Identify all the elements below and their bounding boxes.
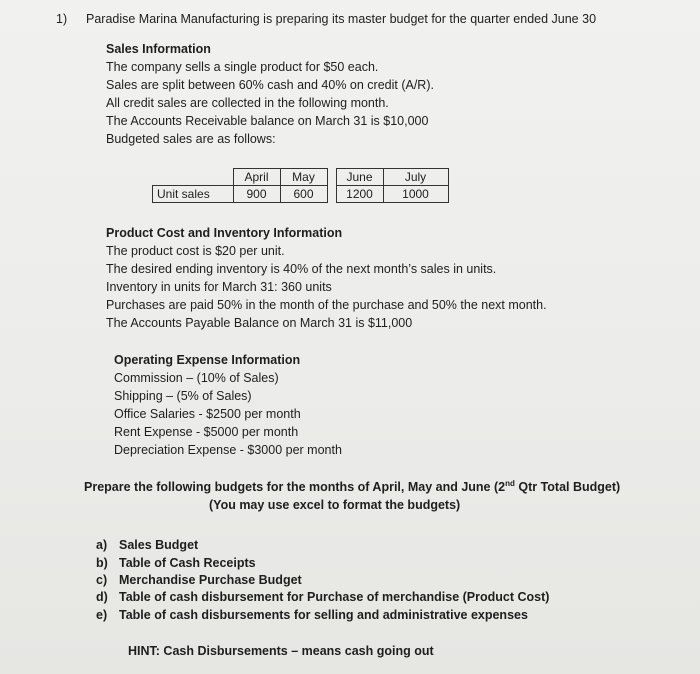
operating-info-line: Rent Expense - $5000 per month: [114, 425, 299, 439]
sales-info-line: The company sells a single product for $50 each.: [106, 60, 379, 74]
operating-info-line: Commission – (10% of Sales): [114, 371, 279, 385]
list-item: Table of cash disbursements for selling and administrative expenses: [119, 608, 528, 622]
product-info-line: The desired ending inventory is 40% of the next month’s sales in units.: [106, 262, 497, 276]
product-info-line: Inventory in units for March 31: 360 units: [106, 280, 332, 294]
unit-sales-may: 600: [280, 186, 327, 203]
unit-sales-april: 900: [233, 186, 280, 203]
list-item-letter: c): [96, 573, 108, 587]
month-april: April: [233, 169, 280, 186]
list-item: Table of cash disbursement for Purchase of merchandise (Product Cost): [119, 590, 550, 604]
operating-info-line: Depreciation Expense - $3000 per month: [114, 443, 342, 457]
prepare-text-superscript: nd: [505, 478, 515, 488]
operating-info-line: Office Salaries - $2500 per month: [114, 407, 301, 421]
row-label-unit-sales: Unit sales: [153, 186, 234, 203]
sales-info-line: The Accounts Receivable balance on March 31 is $10,000: [106, 114, 429, 128]
product-info-line: Purchases are paid 50% in the month of the purchase and 50% the next month.: [106, 298, 547, 312]
operating-info-line: Shipping – (5% of Sales): [114, 389, 252, 403]
hint-text: HINT: Cash Disbursements – means cash going out: [128, 644, 434, 658]
table-header-row: [153, 169, 449, 186]
operating-info-heading: Operating Expense Information: [114, 353, 301, 367]
product-info-line: The Accounts Payable Balance on March 31 is $11,000: [106, 316, 413, 330]
table-row: [153, 186, 449, 203]
sales-info-line: Sales are split between 60% cash and 40% on credit (A/R).: [106, 78, 434, 92]
prepare-text-start: Prepare the following budgets for the months of April, May and June (2: [84, 480, 506, 494]
sales-info-heading: Sales Information: [106, 42, 211, 56]
list-item-letter: e): [96, 608, 108, 622]
list-item: Merchandise Purchase Budget: [119, 573, 302, 587]
unit-sales-july: 1000: [383, 186, 448, 203]
month-june: June: [336, 169, 383, 186]
month-may: May: [280, 169, 327, 186]
list-item-letter: a): [96, 538, 108, 552]
list-item-letter: b): [96, 556, 108, 570]
product-info-heading: Product Cost and Inventory Information: [106, 226, 343, 240]
question-text: Paradise Marina Manufacturing is preparing its master budget for the quarter ended June 30: [86, 12, 597, 26]
budgeted-sales-table: [152, 168, 449, 203]
sales-info-line: Budgeted sales are as follows:: [106, 132, 276, 146]
list-item-letter: d): [96, 590, 108, 604]
month-july: July: [383, 169, 448, 186]
unit-sales-june: 1200: [336, 186, 383, 203]
sales-info-line: All credit sales are collected in the following month.: [106, 96, 389, 110]
prepare-note: (You may use excel to format the budgets): [209, 498, 461, 512]
question-number: 1): [56, 12, 68, 26]
product-info-line: The product cost is $20 per unit.: [106, 244, 285, 258]
list-item: Sales Budget: [119, 538, 199, 552]
prepare-instruction: [84, 479, 620, 495]
list-item: Table of Cash Receipts: [119, 556, 256, 570]
prepare-text-end: Qtr Total Budget): [514, 480, 621, 494]
